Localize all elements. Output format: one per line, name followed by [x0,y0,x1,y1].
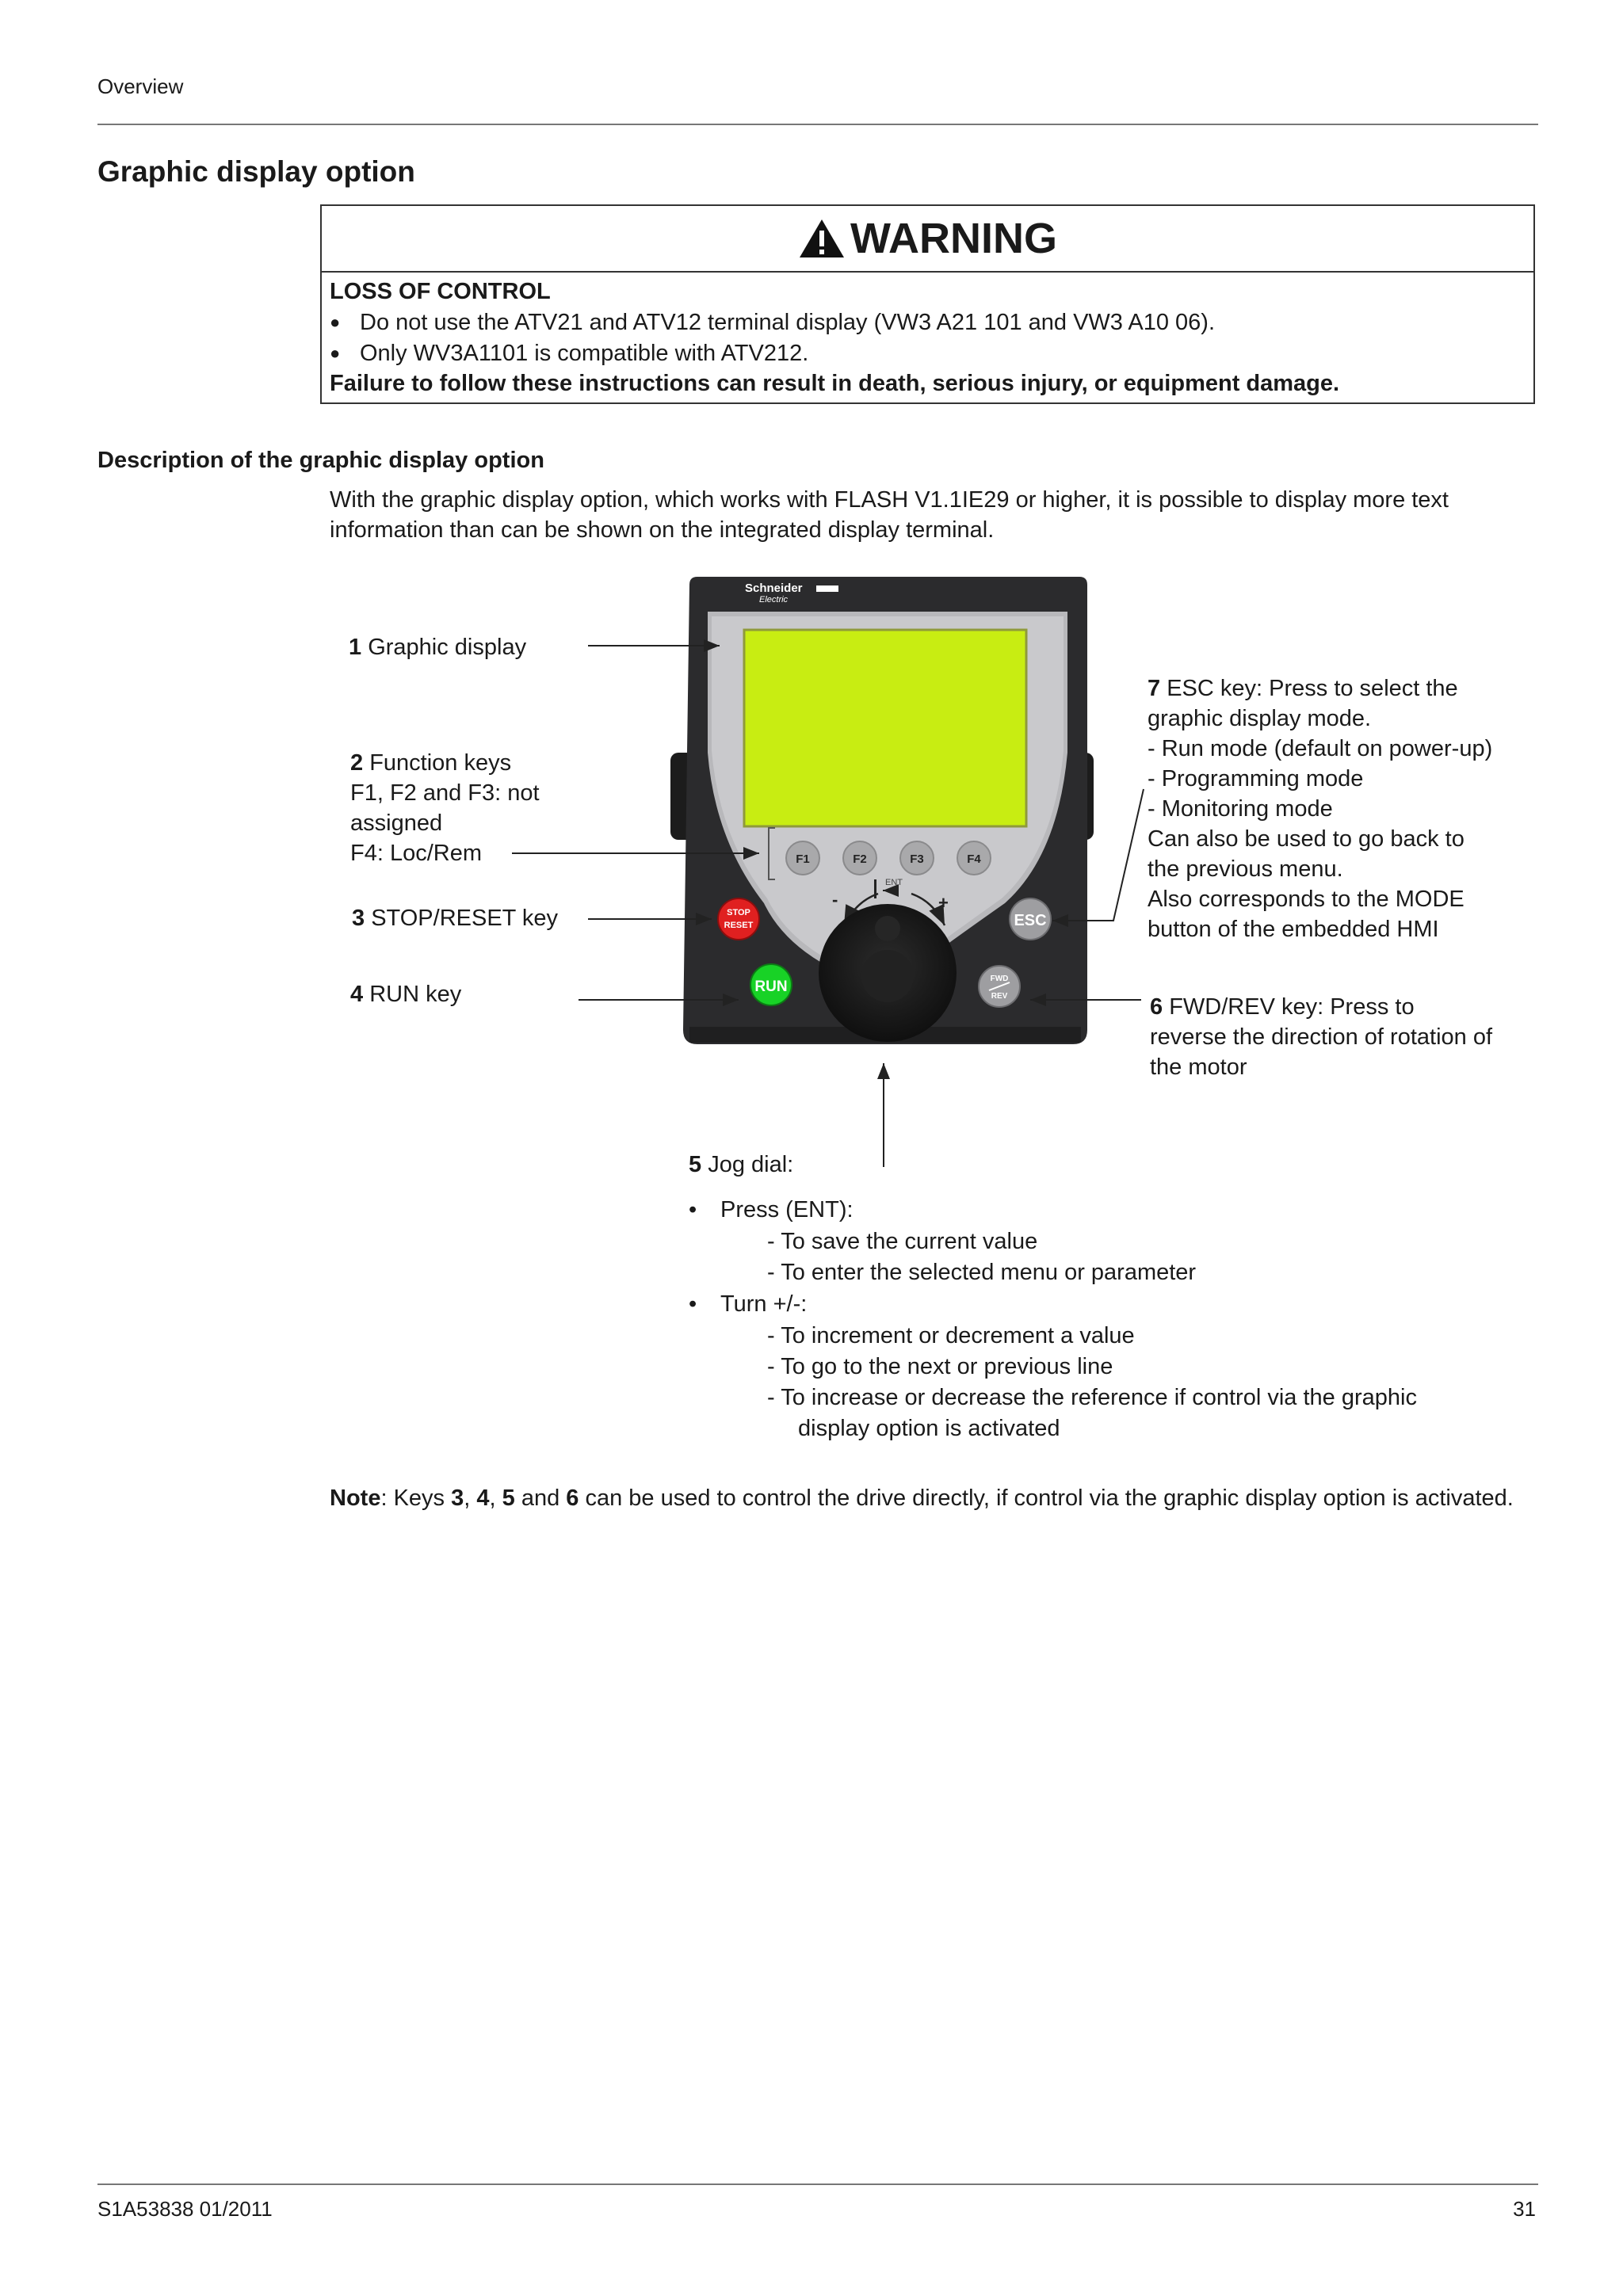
callout-num: 3 [352,906,365,931]
svg-text:RESET: RESET [724,921,754,930]
jog-sub-item: - To save the current value [767,1229,1038,1254]
note-label: Note [330,1486,381,1511]
callout-7 [1148,673,1492,944]
note-text: can be used to control the drive directly, if control via the graphic display option is activated. [579,1486,1514,1511]
callout-text: the motor [1150,1055,1247,1080]
footer-rule [97,2183,1538,2185]
callout-num: 6 [1150,994,1163,1020]
note-paragraph [330,1483,1542,1513]
warning-consequence: Failure to follow these instructions can result in death, serious injury, or equipment damage. [330,371,1340,396]
callout-num: 7 [1148,676,1161,701]
note-text: , [464,1486,477,1511]
callout-6 [1150,992,1492,1082]
warning-heading-text: WARNING [850,215,1057,262]
f2-key: F2 [853,852,867,866]
callout-text: STOP/RESET key [371,906,559,931]
minus-label: - [832,890,838,910]
f3-key: F3 [910,852,924,866]
note-text: and [514,1486,567,1511]
svg-text:STOP: STOP [727,908,750,917]
description-text: With the graphic display option, which works with FLASH V1.1IE29 or higher, it is possible to display more text information than can be shown on the integrated display terminal. [330,487,1449,543]
running-header: Overview [97,74,184,98]
callout-text: Jog dial: [708,1152,794,1177]
callout-5 [689,1150,793,1180]
callout-num: 2 [350,750,364,776]
jog-press-label: Press (ENT): [720,1197,854,1222]
graphic-display-screen [744,630,1026,826]
jog-sub-item: - To go to the next or previous line [767,1354,1113,1379]
f1-key: F1 [796,852,810,866]
jog-sub-item: - To increase or decrease the reference if control via the graphic [767,1385,1417,1410]
note-key: 5 [502,1486,515,1511]
note-text: : Keys [380,1486,452,1511]
svg-text:REV: REV [991,992,1008,1001]
callout-text: RUN key [369,982,462,1007]
callout-num: 4 [350,982,364,1007]
brand-logo-sub: Electric [759,595,789,605]
callout-text: Function keys [369,750,512,776]
callout-text: - Monitoring mode [1148,796,1333,822]
ent-label: ENT [885,878,903,887]
warning-hazard: LOSS OF CONTROL [330,279,551,304]
callout-4 [350,979,461,1009]
callout-3 [352,903,558,933]
note-key: 4 [476,1486,490,1511]
warning-item: ● Do not use the ATV21 and ATV12 terminal display (VW3 A21 101 and VW3 A10 06). [330,310,1215,336]
callout-text: the previous menu. [1148,856,1343,882]
f4-key: F4 [967,852,981,866]
note-text: , [489,1486,502,1511]
callout-text: button of the embedded HMI [1148,917,1439,942]
callout-text: Graphic display [368,635,527,660]
plus-label: + [938,893,949,913]
svg-text:ESC: ESC [1014,912,1047,929]
warning-item: ● Only WV3A1101 is compatible with ATV212. [330,341,808,367]
jog-press-item: • Press (ENT): [689,1197,854,1222]
callout-text: reverse the direction of rotation of [1150,1024,1493,1050]
callout-text: FWD/REV key: Press to [1169,994,1415,1020]
callout-text: Also corresponds to the MODE [1148,887,1465,912]
callout-num: 5 [689,1152,702,1177]
svg-text:RUN: RUN [754,978,788,995]
page-title: Graphic display option [97,155,415,188]
page-number: 31 [1513,2197,1536,2221]
stop-reset-key [718,898,759,940]
callout-1 [349,632,526,662]
callout-text: F4: Loc/Rem [350,841,482,866]
note-key: 6 [566,1486,579,1511]
footer-doc-ref: S1A53838 01/2011 [97,2197,273,2221]
callout-text: graphic display mode. [1148,706,1372,731]
jog-turn-item: • Turn +/-: [689,1291,808,1317]
callout-text: - Run mode (default on power-up) [1148,736,1493,761]
note-key: 3 [451,1486,464,1511]
callout-text: - Programming mode [1148,766,1364,791]
callout-num: 1 [349,635,362,660]
callout-text: Can also be used to go back to [1148,826,1465,852]
jog-sub-item: - To increment or decrement a value [767,1323,1135,1348]
brand-logo: Schneider [745,582,803,595]
callout-text: assigned [350,810,443,836]
callout-text: F1, F2 and F3: not [350,780,540,806]
jog-sub-item: - To enter the selected menu or parameter [767,1260,1197,1285]
svg-text:FWD: FWD [990,974,1009,983]
description-heading: Description of the graphic display option [97,448,544,473]
callout-text: ESC key: Press to select the [1167,676,1458,701]
jog-turn-label: Turn +/-: [720,1291,808,1317]
jog-sub-item: display option is activated [798,1416,1060,1441]
callout-2 [350,748,540,868]
